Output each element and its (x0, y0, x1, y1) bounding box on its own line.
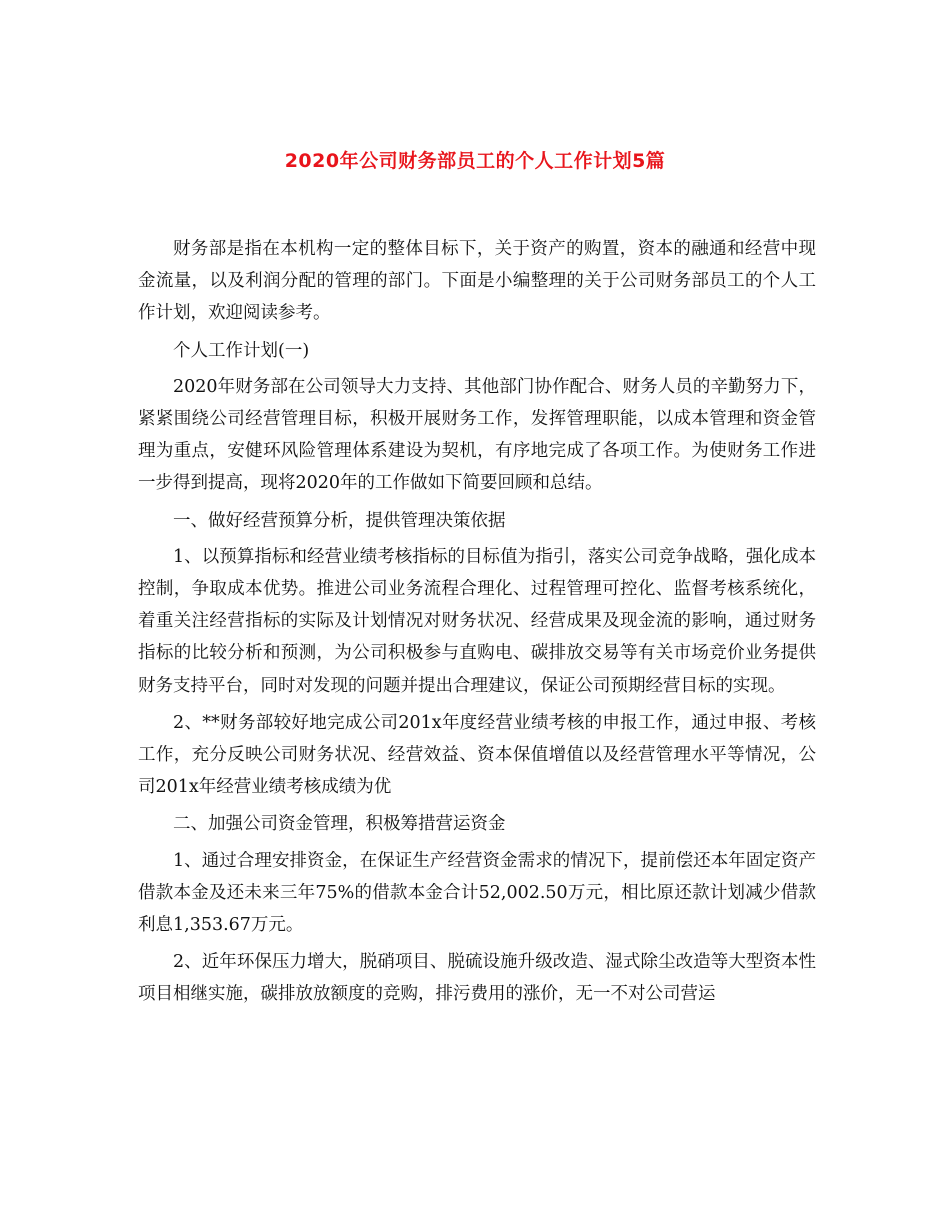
intro-paragraph: 财务部是指在本机构一定的整体目标下，关于资产的购置，资本的融通和经营中现金流量，以及利润分配的管理的部门。下面是小编整理的关于公司财务部员工的个人工作计划，欢迎阅读参考。 (138, 239, 816, 324)
document-body (138, 233, 816, 1016)
body-paragraph: 1、通过合理安排资金，在保证生产经营资金需求的情况下，提前偿还本年固定资产借款本金及还未来三年75%的借款本金合计52,002.50万元，相比原还款计划减少借款利息1,353.67万元。 (138, 850, 816, 936)
document-title: 2020年公司财务部员工的个人工作计划5篇 (284, 150, 666, 172)
section-heading-funds: 二、加强公司资金管理，积极筹措营运资金 (173, 814, 506, 835)
body-paragraph: 2、近年环保压力增大，脱硝项目、脱硫设施升级改造、湿式除尘改造等大型资本性项目相继实施，碳排放放额度的竞购，排污费用的涨价，无一不对公司营运 (138, 952, 816, 1005)
body-paragraph: 1、以预算指标和经营业绩考核指标的目标值为指引，落实公司竞争战略，强化成本控制，争取成本优势。推进公司业务流程合理化、过程管理可控化、监督考核系统化，着重关注经营指标的实际及计划情况对财务状况、经营成果及现金流的影响，通过财务指标的比较分析和预测，为公司积极参与直购电、碳排放交易等有关市场竞价业务提供财务支持平台，同时对发现的问题并提出合理建议，保证公司预期经营目标的实现。 (138, 546, 816, 696)
section-heading-plan-1: 个人工作计划(一) (173, 340, 310, 361)
body-paragraph: 2、**财务部较好地完成公司201x年度经营业绩考核的申报工作，通过申报、考核工作，充分反映公司财务状况、经营效益、资本保值增值以及经营管理水平等情况，公司201x年经营业绩考核成绩为优 (138, 712, 816, 798)
section-heading-budget: 一、做好经营预算分析，提供管理决策依据 (173, 510, 506, 531)
body-paragraph: 2020年财务部在公司领导大力支持、其他部门协作配合、财务人员的辛勤努力下，紧紧围绕公司经营管理目标，积极开展财务工作，发挥管理职能，以成本管理和资金管理为重点，安健环风险管理体系建设为契机，有序地完成了各项工作。为使财务工作进一步得到提高，现将2020年的工作做如下简要回顾和总结。 (138, 376, 816, 494)
